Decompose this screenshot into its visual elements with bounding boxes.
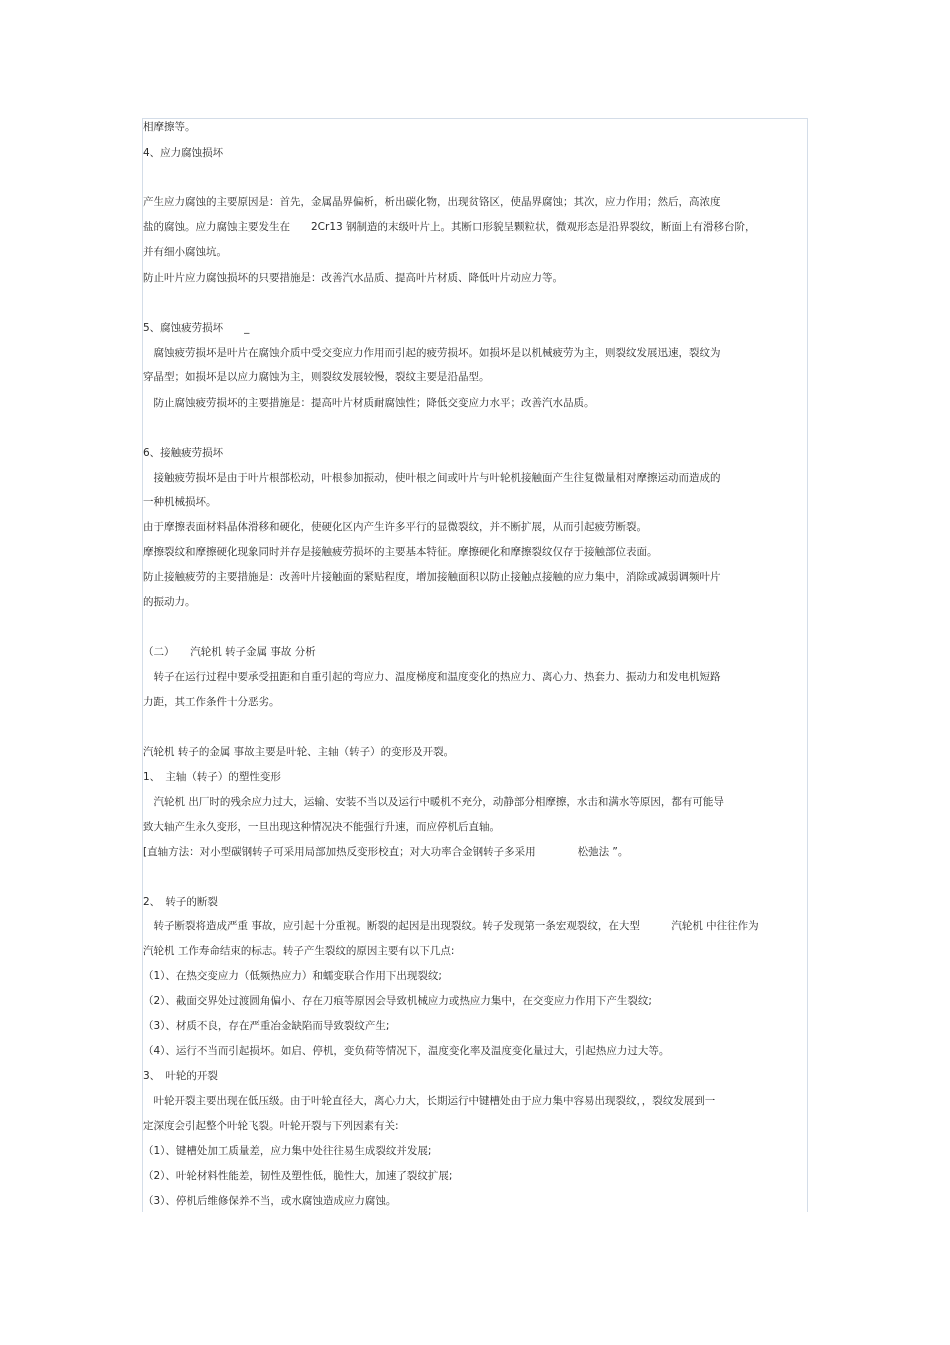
- list-item: （1）、在热交变应力（低频热应力）和蠕变联合作用下出现裂纹;: [143, 970, 442, 982]
- text-line: 定深度会引起整个叶轮飞裂。叶轮开裂与下列因素有关:: [143, 1120, 399, 1132]
- text-line: 叶轮开裂主要出现在低压级。由于叶轮直径大，离心力大，长期运行中键槽处由于应力集中容易出现裂纹，，裂纹发展到一: [143, 1095, 716, 1107]
- list-item: （3）、停机后维修保养不当，或水腐蚀造成应力腐蚀。: [143, 1195, 397, 1207]
- section-heading: 3、 叶轮的开裂: [143, 1070, 218, 1082]
- text-line: 腐蚀疲劳损坏是叶片在腐蚀介质中受交变应力作用而引起的疲劳损坏。如损坏是以机械疲劳为主，则裂纹发展迅速，裂纹为: [143, 347, 721, 359]
- text-line: 汽轮机 转子的金属 事故主要是叶轮、主轴（转子）的变形及开裂。: [143, 746, 455, 758]
- section-heading: 2、 转子的断裂: [143, 896, 218, 908]
- text-line: [直轴方法：对小型碳钢转子可采用局部加热反变形校直；对大功率合金钢转子多采用 松弛法 ”。: [143, 846, 629, 858]
- list-item: （2）、叶轮材料性能差，韧性及塑性低，脆性大，加速了裂纹扩展;: [143, 1170, 453, 1182]
- text-line: 汽轮机 工作寿命结束的标志。转子产生裂纹的原因主要有以下几点:: [143, 945, 455, 957]
- section-heading: 6、接触疲劳损坏: [143, 447, 224, 459]
- text-line: 汽轮机 出厂时的残余应力过大，运输、安装不当以及运行中暖机不充分，动静部分相摩擦，水击和满水等原因，都有可能导: [143, 796, 724, 808]
- text-line: 防止腐蚀疲劳损坏的主要措施是：提高叶片材质耐腐蚀性；降低交变应力水平；改善汽水品质。: [143, 397, 595, 409]
- list-item: （3）、材质不良，存在严重冶金缺陷而导致裂纹产生;: [143, 1020, 390, 1032]
- text-line: 穿晶型；如损坏是以应力腐蚀为主，则裂纹发展较慢，裂纹主要是沿晶型。: [143, 371, 490, 383]
- text-line: 相摩擦等。: [143, 121, 196, 133]
- text-line: 由于摩擦表面材料晶体滑移和硬化，使硬化区内产生许多平行的显微裂纹，并不断扩展，从而引起疲劳断裂。: [143, 521, 647, 533]
- text-line: 转子断裂将造成严重 事故，应引起十分重视。断裂的起因是出现裂纹。转子发现第一条宏观裂纹，在大型 汽轮机 中往往作为: [143, 920, 759, 932]
- text-line: 防止叶片应力腐蚀损坏的只要措施是：改善汽水品质、提高叶片材质、降低叶片动应力等。: [143, 272, 563, 284]
- section-heading: 5、腐蚀疲劳损坏 _: [143, 322, 250, 334]
- text-line: 致大轴产生永久变形，一旦出现这种情况决不能强行升速，而应停机后直轴。: [143, 821, 500, 833]
- text-line: 摩擦裂纹和摩擦硬化现象同时并存是接触疲劳损坏的主要基本特征。摩擦硬化和摩擦裂纹仅存于接触部位表面。: [143, 546, 658, 558]
- text-line: 转子在运行过程中要承受扭距和自重引起的弯应力、温度梯度和温度变化的热应力、离心力、热套力、振动力和发电机短路: [143, 671, 721, 683]
- list-item: （2）、截面交界处过渡圆角偏小、存在刀痕等原因会导致机械应力或热应力集中，在交变应力作用下产生裂纹;: [143, 995, 652, 1007]
- text-line: 并有细小腐蚀坑。: [143, 246, 227, 258]
- text-line: 盐的腐蚀。应力腐蚀主要发生在 2Cr13 钢制造的末级叶片上。其断口形貌呈颗粒状，微观形态是沿界裂纹，断面上有滑移台阶，: [143, 221, 756, 233]
- text-line: 力距，其工作条件十分恶劣。: [143, 696, 280, 708]
- text-line: 一种机械损坏。: [143, 496, 217, 508]
- text-line: 防止接触疲劳的主要措施是：改善叶片接触面的紧贴程度，增加接触面积以防止接触点接触的应力集中，消除或减弱调频叶片: [143, 571, 721, 583]
- section-heading: 1、 主轴（转子）的塑性变形: [143, 771, 281, 783]
- text-line: 产生应力腐蚀的主要原因是：首先，金属晶界偏析，析出碳化物，出现贫铬区，使晶界腐蚀；其次，应力作用；然后，高浓度: [143, 196, 721, 208]
- section-heading: 4、应力腐蚀损坏: [143, 147, 224, 159]
- text-line: 接触疲劳损坏是由于叶片根部松动，叶根参加振动，使叶根之间或叶片与叶轮机接触面产生往复微量相对摩擦运动而造成的: [143, 472, 721, 484]
- section-heading: （二） 汽轮机 转子金属 事故 分析: [143, 646, 316, 658]
- text-line: 的振动力。: [143, 596, 196, 608]
- list-item: （1）、键槽处加工质量差，应力集中处往往易生成裂纹并发展;: [143, 1145, 432, 1157]
- list-item: （4）、运行不当而引起损坏。如启、停机，变负荷等情况下，温度变化率及温度变化量过大，引起热应力过大等。: [143, 1045, 670, 1057]
